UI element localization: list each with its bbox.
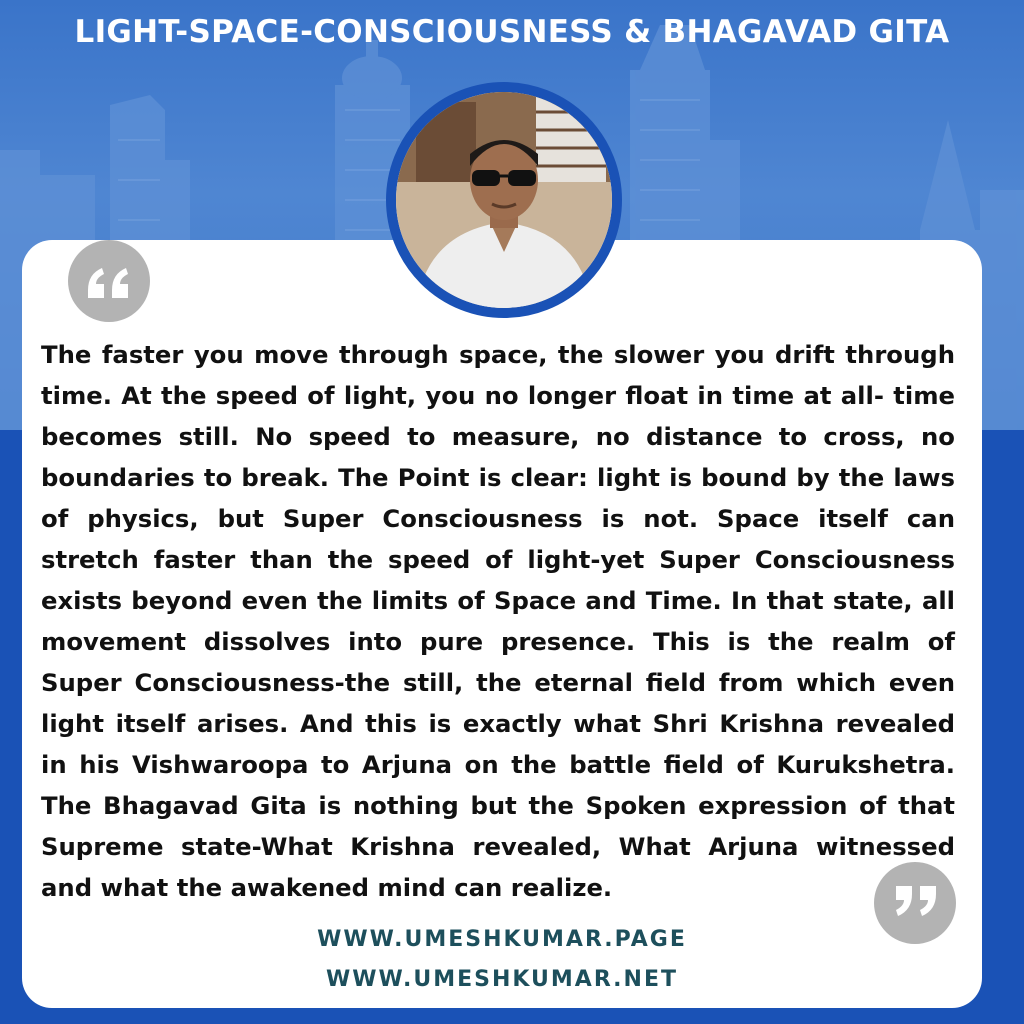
portrait-photo [396, 92, 612, 308]
page-title: LIGHT-SPACE-CONSCIOUSNESS & BHAGAVAD GITA [74, 14, 950, 50]
open-quote-icon [68, 240, 150, 322]
website-link-net[interactable]: WWW.UMESHKUMAR.NET [325, 967, 678, 992]
quote-text: The faster you move through space, the slower you drift through time. At the speed of light, you no longer float in time at all- time becomes still. No speed to measure, no distance to cross, no boundaries to break. The Point is clear: light is bound by the laws of physics, but Super Consciousness is not. Space itself can stretch faster than the speed of light-yet Super Consciousness exists beyond even the limits of Space and Time. In that state, all movement dissolves into pure presence. This is the realm of Super Consciousness-the still, the eternal field from which even light itself arises. And this is exactly what Shri Krishna revealed in his Vishwaroopa to Arjuna on the battle field of Kurukshetra. The Bhagavad Gita is nothing but the Spoken expression of that Supreme state-What Krishna revealed, What Arjuna witnessed and what the awakened mind can realize. [41, 340, 955, 902]
website-link-page[interactable]: WWW.UMESHKUMAR.PAGE [317, 927, 687, 952]
avatar [386, 82, 622, 318]
footer-links [0, 920, 1004, 1000]
